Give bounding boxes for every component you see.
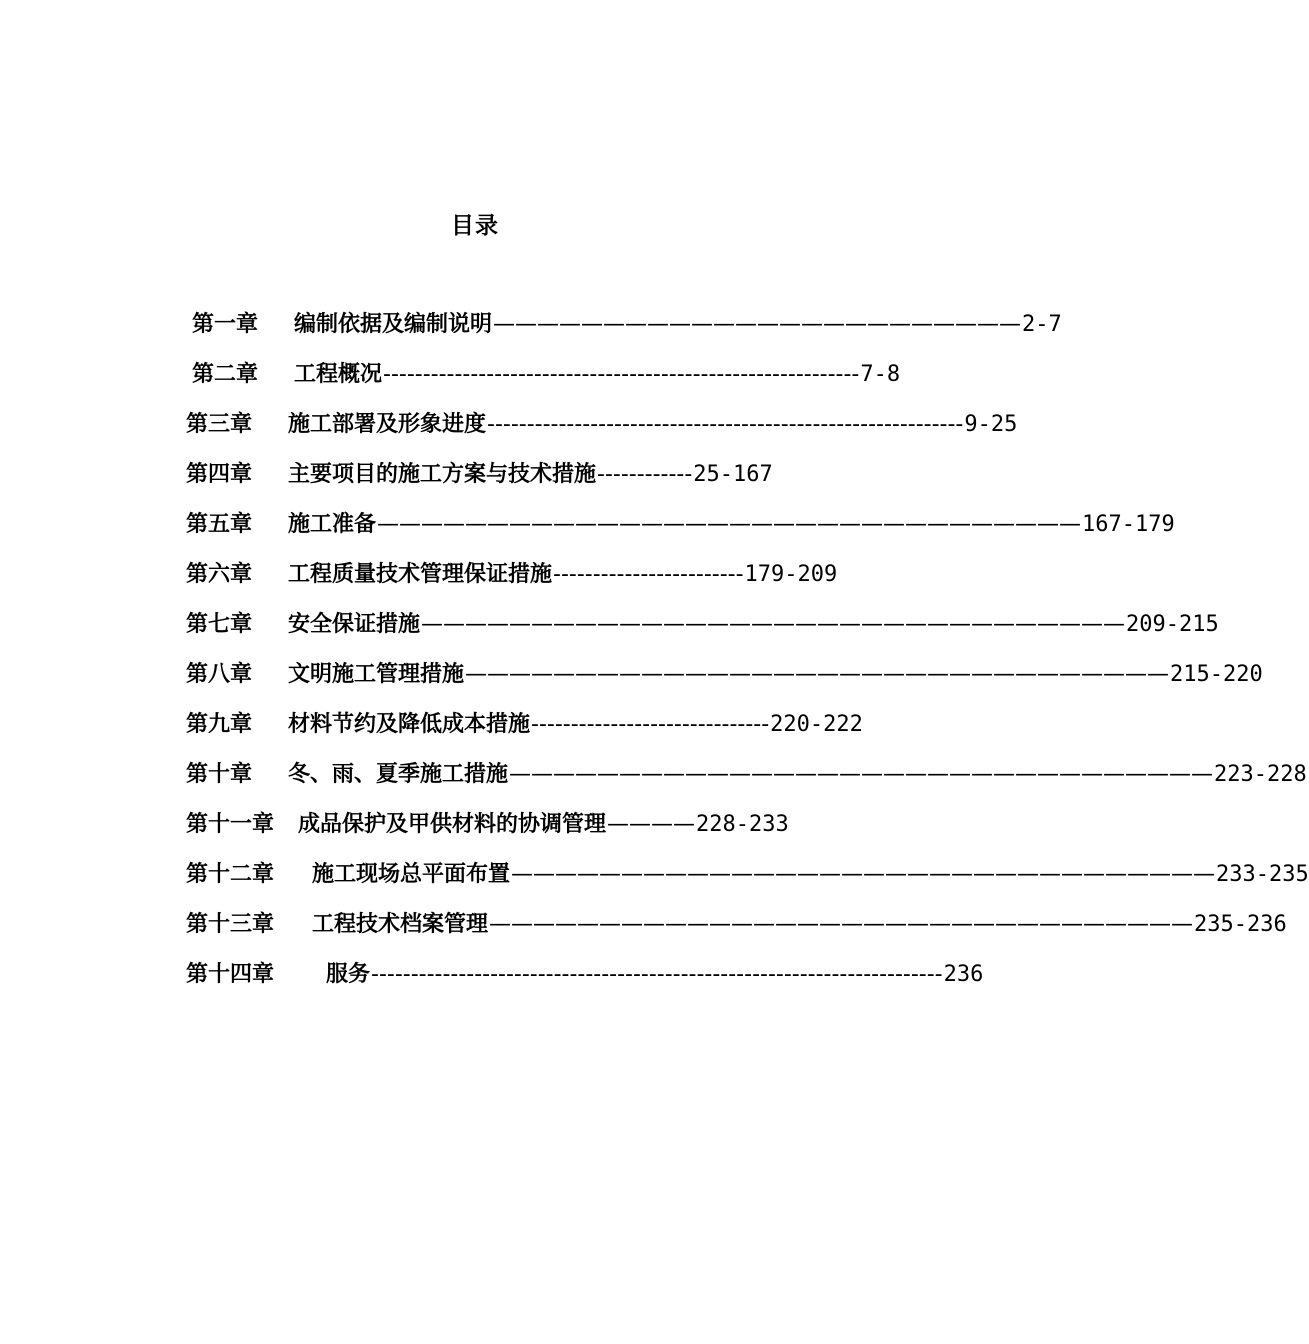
toc-entry — [186, 909, 1287, 959]
toc-entry — [186, 409, 1018, 459]
toc-heading: 工程质量技术管理保证措施 — [288, 562, 553, 587]
toc-entry — [186, 709, 863, 759]
toc-page-range: 179-209 — [744, 562, 838, 587]
table-of-contents — [186, 309, 1309, 1009]
toc-page-range: 167-179 — [1082, 512, 1175, 537]
toc-leader: ———— — [607, 812, 696, 837]
toc-page-range: 209-215 — [1126, 612, 1219, 637]
toc-heading: 施工部署及形象进度 — [288, 412, 487, 437]
toc-heading: 主要项目的施工方案与技术措施 — [288, 462, 597, 487]
toc-heading: 冬、雨、夏季施工措施 — [288, 762, 509, 787]
toc-leader: ———————————————————————————————— — [511, 862, 1216, 887]
toc-chapter-label: 第十章 — [186, 762, 253, 787]
toc-entry — [186, 309, 1062, 359]
toc-entry — [186, 359, 901, 409]
toc-page-range: 9-25 — [964, 412, 1018, 437]
toc-leader: ------------ — [597, 462, 693, 487]
toc-leader: ------------------------ — [553, 562, 744, 587]
toc-page-range: 2-7 — [1022, 312, 1062, 337]
toc-chapter-label: 第一章 — [192, 312, 259, 337]
toc-heading: 服务 — [326, 962, 371, 987]
toc-entry — [186, 509, 1175, 559]
toc-entry — [186, 459, 771, 509]
toc-page-range: 228-233 — [696, 812, 789, 837]
toc-page-range: 25-167 — [693, 462, 773, 487]
toc-chapter-label: 第五章 — [186, 512, 253, 537]
toc-leader: ———————————————————————————————— — [421, 612, 1126, 637]
toc-leader: ———————————————————————————————— — [377, 512, 1082, 537]
toc-leader: ------------------------------------------------------------ — [487, 412, 964, 437]
toc-leader: ------------------------------ — [531, 712, 770, 737]
toc-leader: ———————————————————————— — [493, 312, 1022, 337]
toc-heading: 施工现场总平面布置 — [312, 862, 511, 887]
toc-heading: 施工准备 — [288, 512, 377, 537]
toc-entry — [186, 609, 1219, 659]
toc-chapter-label: 第四章 — [186, 462, 253, 487]
toc-heading: 安全保证措施 — [288, 612, 421, 637]
toc-chapter-label: 第十一章 — [186, 812, 275, 837]
toc-entry — [186, 859, 1309, 909]
toc-page-range: 7-8 — [860, 362, 901, 387]
toc-page-range: 215-220 — [1170, 662, 1263, 687]
toc-heading: 成品保护及甲供材料的协调管理 — [298, 812, 607, 837]
toc-heading: 编制依据及编制说明 — [294, 312, 493, 337]
toc-chapter-label: 第二章 — [192, 362, 259, 387]
toc-chapter-label: 第十四章 — [186, 962, 275, 987]
toc-chapter-label: 第八章 — [186, 662, 253, 687]
toc-entry — [186, 659, 1263, 709]
toc-chapter-label: 第六章 — [186, 562, 253, 587]
toc-leader: ———————————————————————————————— — [509, 762, 1214, 787]
toc-chapter-label: 第十三章 — [186, 912, 275, 937]
toc-chapter-label: 第十二章 — [186, 862, 275, 887]
toc-leader: ------------------------------------------------------------------------ — [371, 962, 943, 987]
toc-entry — [186, 959, 984, 1009]
toc-entry — [186, 759, 1307, 809]
toc-heading: 工程技术档案管理 — [312, 912, 489, 937]
toc-leader: ------------------------------------------------------------ — [383, 362, 860, 387]
toc-chapter-label: 第七章 — [186, 612, 253, 637]
toc-heading: 文明施工管理措施 — [288, 662, 465, 687]
toc-entry — [186, 559, 838, 609]
toc-page-range: 236 — [943, 962, 984, 987]
toc-entry — [186, 809, 789, 859]
toc-leader: ———————————————————————————————— — [489, 912, 1194, 937]
toc-heading: 工程概况 — [294, 362, 383, 387]
toc-page-range: 235-236 — [1194, 912, 1287, 937]
toc-page-range: 233-235 — [1216, 862, 1309, 887]
toc-chapter-label: 第三章 — [186, 412, 253, 437]
toc-chapter-label: 第九章 — [186, 712, 253, 737]
toc-page-range: 223-228 — [1214, 762, 1307, 787]
toc-title: 目录 — [451, 213, 499, 239]
toc-page-range: 220-222 — [770, 712, 863, 737]
toc-heading: 材料节约及降低成本措施 — [288, 712, 531, 737]
toc-leader: ———————————————————————————————— — [465, 662, 1170, 687]
